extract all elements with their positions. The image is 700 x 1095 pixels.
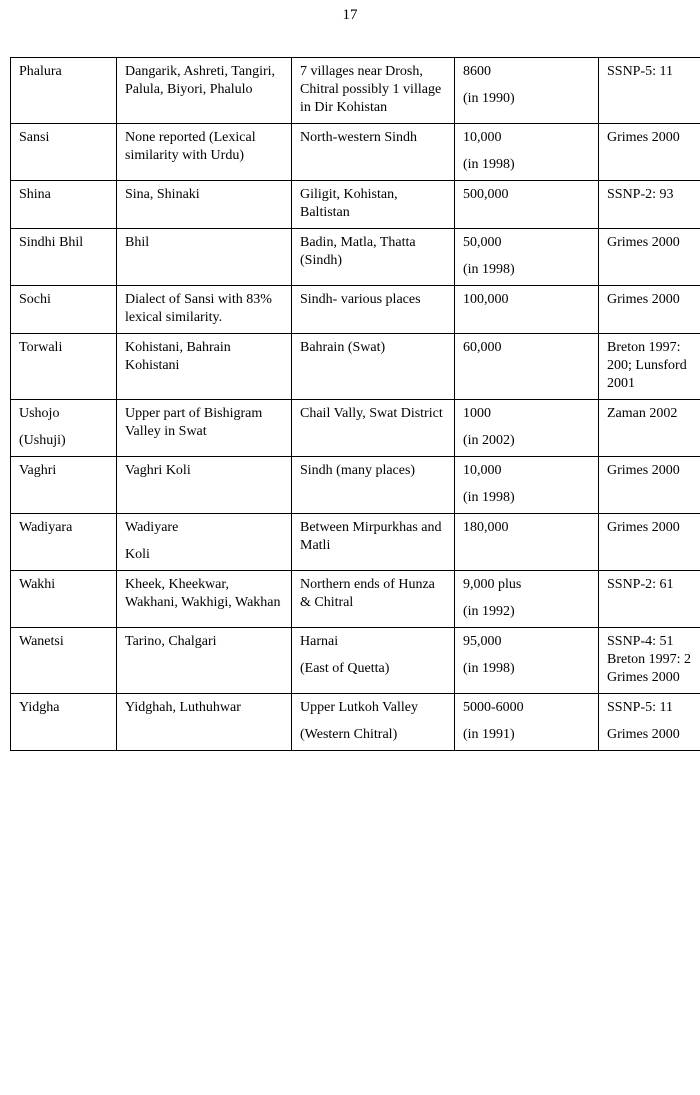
source-cell <box>599 400 700 457</box>
table-row <box>11 286 700 334</box>
location-cell-text: Bahrain (Swat) <box>300 340 386 355</box>
population-cell <box>455 181 599 229</box>
source-cell <box>599 181 700 229</box>
source-cell-text: Grimes 2000 <box>607 463 680 478</box>
table-row <box>11 400 700 457</box>
location-cell-text: Between Mirpurkhas and Matli <box>300 520 442 553</box>
population-cell <box>455 286 599 334</box>
population-cell-text: (in 1990) <box>463 91 515 106</box>
table-row <box>11 571 700 628</box>
alternate-names-cell <box>117 58 292 124</box>
language-cell-text: Torwali <box>19 340 63 355</box>
population-cell-text: 9,000 plus <box>463 577 522 592</box>
location-cell-text: 7 villages near Drosh, Chitral possibly 1 village in Dir Kohistan <box>300 64 442 115</box>
population-cell-text: 5000-6000 <box>463 700 524 715</box>
population-cell-text: 10,000 <box>463 463 502 478</box>
source-cell-text: Grimes 2000 <box>607 130 680 145</box>
location-cell-text: North-western Sindh <box>300 130 418 145</box>
languages-table-body <box>11 58 700 751</box>
population-cell-text: (in 2002) <box>463 433 515 448</box>
alternate-names-cell-text: Wadiyare <box>125 520 179 535</box>
population-cell-text: 100,000 <box>463 292 509 307</box>
language-cell-text: Sochi <box>19 292 51 307</box>
language-cell <box>11 694 117 751</box>
location-cell-text: (Western Chitral) <box>300 727 398 742</box>
location-cell <box>292 229 455 286</box>
source-cell-text: Grimes 2000 <box>607 520 680 535</box>
location-cell <box>292 124 455 181</box>
alternate-names-cell <box>117 181 292 229</box>
table-row <box>11 124 700 181</box>
alternate-names-cell <box>117 124 292 181</box>
location-cell-text: (East of Quetta) <box>300 661 390 676</box>
location-cell <box>292 457 455 514</box>
alternate-names-cell-text: Bhil <box>125 235 150 250</box>
location-cell <box>292 400 455 457</box>
source-cell <box>599 514 700 571</box>
population-cell <box>455 124 599 181</box>
source-cell-text: SSNP-2: 61 <box>607 577 674 592</box>
location-cell-text: Chail Vally, Swat District <box>300 406 443 421</box>
language-cell-text: Wakhi <box>19 577 56 592</box>
alternate-names-cell <box>117 286 292 334</box>
population-cell <box>455 571 599 628</box>
location-cell <box>292 334 455 400</box>
alternate-names-cell <box>117 457 292 514</box>
language-cell-text: Vaghri <box>19 463 57 478</box>
source-cell <box>599 457 700 514</box>
language-cell <box>11 124 117 181</box>
alternate-names-cell <box>117 514 292 571</box>
language-cell <box>11 571 117 628</box>
table-row <box>11 694 700 751</box>
location-cell <box>292 286 455 334</box>
location-cell <box>292 628 455 694</box>
alternate-names-cell <box>117 694 292 751</box>
source-cell <box>599 334 700 400</box>
page-number: 17 <box>342 7 358 23</box>
population-cell <box>455 229 599 286</box>
language-cell <box>11 514 117 571</box>
population-cell <box>455 400 599 457</box>
alternate-names-cell <box>117 334 292 400</box>
language-cell <box>11 628 117 694</box>
location-cell-text: Sindh- various places <box>300 292 421 307</box>
alternate-names-cell-text: Sina, Shinaki <box>125 187 200 202</box>
population-cell-text: (in 1998) <box>463 157 515 172</box>
table-row <box>11 628 700 694</box>
alternate-names-cell-text: Tarino, Chalgari <box>125 634 217 649</box>
alternate-names-cell-text: Vaghri Koli <box>125 463 191 478</box>
population-cell-text: 8600 <box>463 64 491 79</box>
population-cell-text: 1000 <box>463 406 491 421</box>
language-cell-text: Sansi <box>19 130 50 145</box>
language-cell <box>11 334 117 400</box>
population-cell <box>455 514 599 571</box>
languages-table <box>10 57 700 751</box>
location-cell <box>292 571 455 628</box>
table-row <box>11 181 700 229</box>
location-cell <box>292 694 455 751</box>
alternate-names-cell <box>117 571 292 628</box>
population-cell <box>455 628 599 694</box>
population-cell-text: 50,000 <box>463 235 502 250</box>
population-cell-text: 500,000 <box>463 187 509 202</box>
language-cell-text: Wanetsi <box>19 634 64 649</box>
language-cell <box>11 58 117 124</box>
alternate-names-cell-text: Dangarik, Ashreti, Tangiri, Palula, Biyori, Phalulo <box>125 64 276 97</box>
language-cell-text: (Ushuji) <box>19 433 66 448</box>
location-cell <box>292 58 455 124</box>
population-cell <box>455 58 599 124</box>
alternate-names-cell-text: Koli <box>125 547 150 562</box>
source-cell-text: SSNP-2: 93 <box>607 187 674 202</box>
language-cell <box>11 457 117 514</box>
location-cell-text: Harnai <box>300 634 339 649</box>
alternate-names-cell-text: Kheek, Kheekwar, Wakhani, Wakhigi, Wakhan <box>125 577 281 610</box>
population-cell <box>455 334 599 400</box>
population-cell-text: 95,000 <box>463 634 502 649</box>
source-cell-text: Breton 1997: 200; Lunsford 2001 <box>607 340 687 391</box>
language-cell-text: Wadiyara <box>19 520 73 535</box>
table-row <box>11 457 700 514</box>
population-cell-text: (in 1998) <box>463 262 515 277</box>
language-cell-text: Sindhi Bhil <box>19 235 84 250</box>
alternate-names-cell <box>117 400 292 457</box>
location-cell-text: Sindh (many places) <box>300 463 416 478</box>
population-cell <box>455 694 599 751</box>
population-cell-text: (in 1991) <box>463 727 515 742</box>
source-cell <box>599 571 700 628</box>
language-cell <box>11 181 117 229</box>
alternate-names-cell <box>117 229 292 286</box>
location-cell <box>292 181 455 229</box>
population-cell <box>455 457 599 514</box>
source-cell-text: SSNP-5: 11 <box>607 700 674 715</box>
population-cell-text: (in 1992) <box>463 604 515 619</box>
language-cell <box>11 286 117 334</box>
population-cell-text: 180,000 <box>463 520 509 535</box>
source-cell <box>599 628 700 694</box>
language-cell <box>11 229 117 286</box>
language-cell-text: Shina <box>19 187 51 202</box>
table-row <box>11 58 700 124</box>
source-cell <box>599 124 700 181</box>
source-cell-text: Grimes 2000 <box>607 235 680 250</box>
source-cell-text: Zaman 2002 <box>607 406 678 421</box>
population-cell-text: 60,000 <box>463 340 502 355</box>
alternate-names-cell-text: None reported (Lexical similarity with Urdu) <box>125 130 256 163</box>
language-cell-text: Yidgha <box>19 700 60 715</box>
population-cell-text: 10,000 <box>463 130 502 145</box>
table-row <box>11 514 700 571</box>
alternate-names-cell <box>117 628 292 694</box>
source-cell-text: SSNP-5: 11 <box>607 64 674 79</box>
alternate-names-cell-text: Yidghah, Luthuhwar <box>125 700 241 715</box>
source-cell <box>599 58 700 124</box>
location-cell-text: Badin, Matla, Thatta (Sindh) <box>300 235 416 268</box>
location-cell <box>292 514 455 571</box>
alternate-names-cell-text: Dialect of Sansi with 83% lexical similarity. <box>125 292 272 325</box>
table-row <box>11 334 700 400</box>
source-cell <box>599 694 700 751</box>
language-cell <box>11 400 117 457</box>
alternate-names-cell-text: Upper part of Bishigram Valley in Swat <box>125 406 263 439</box>
alternate-names-cell-text: Kohistani, Bahrain Kohistani <box>125 340 231 373</box>
source-cell-text: Grimes 2000 <box>607 292 680 307</box>
location-cell-text: Northern ends of Hunza & Chitral <box>300 577 435 610</box>
source-cell <box>599 229 700 286</box>
language-cell-text: Ushojo <box>19 406 60 421</box>
location-cell-text: Upper Lutkoh Valley <box>300 700 418 715</box>
population-cell-text: (in 1998) <box>463 490 515 505</box>
location-cell-text: Giligit, Kohistan, Baltistan <box>300 187 398 220</box>
source-cell <box>599 286 700 334</box>
table-row <box>11 229 700 286</box>
population-cell-text: (in 1998) <box>463 661 515 676</box>
source-cell-text: SSNP-4: 51 Breton 1997: 2 Grimes 2000 <box>607 634 691 685</box>
source-cell-text: Grimes 2000 <box>607 727 680 742</box>
language-cell-text: Phalura <box>19 64 62 79</box>
